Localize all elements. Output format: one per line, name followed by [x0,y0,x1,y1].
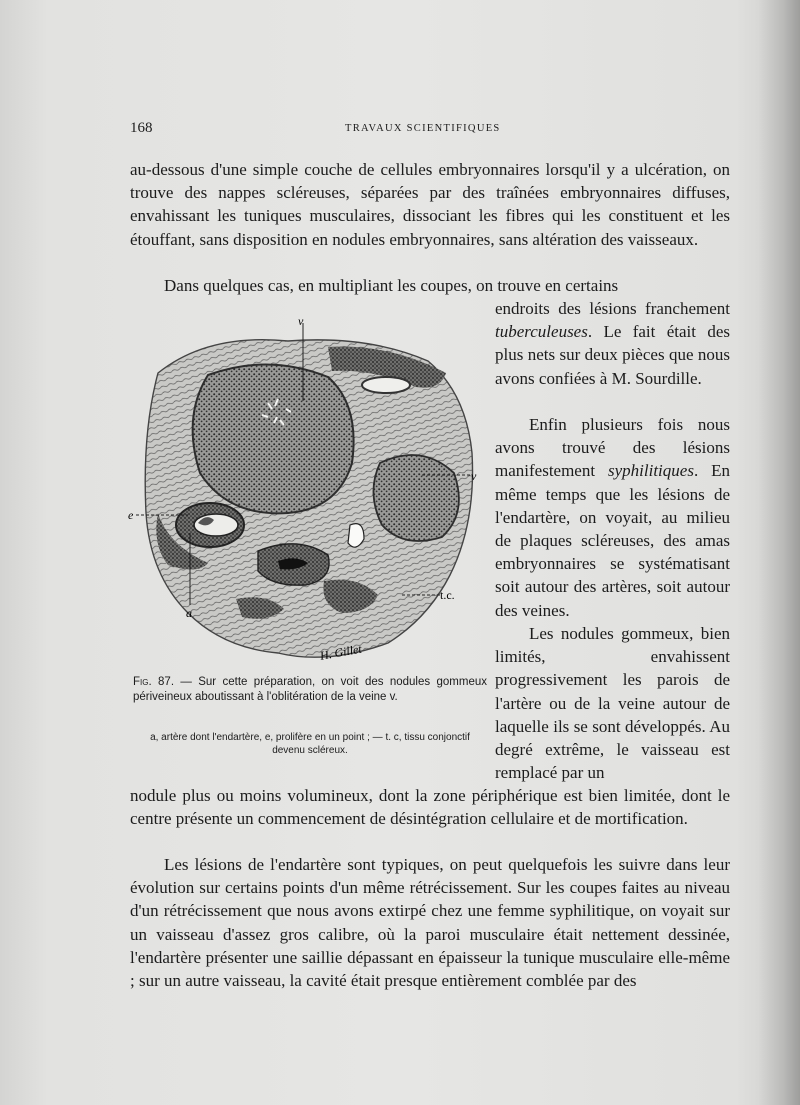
page-gutter-shadow [758,0,800,1105]
paragraph-2-full-line: Dans quelques cas, en multipliant les coupes, on trouve en certains [164,276,619,295]
paragraph-1: au-dessous d'une simple couche de cellules embryonnaires lorsqu'il y a ulcération, on trouve des nappes scléreuses, séparées par des traînées embryonnaires diffuses, envahissant les tuniques musculaires, dissociant les fibres qui les constituent et les étouffant, sans disposition en nodules embryonnaires, sans altération des vaisseaux. [130,160,730,249]
paragraph-5: Les lésions de l'endartère sont typiques, on peut quelquefois les suivre dans leur évolution sur certains points d'un même rétrécissement. Sur les coupes faites au niveau d'un rétrécissement que nous avons extirpé chez une femme syphilitique, on voyait sur un vaisseau d'assez gros calibre, où la paroi musculaire était nettement dessinée, l'endartère présenter une saillie dépassant en épaisseur la tunique musculaire elle-même ; sur un autre vaisseau, la cavité était presque entièrement comblée par des [130,855,730,991]
page-number: 168 [130,120,153,136]
paragraph-2-text-b: . Le fait était des plus nets sur deux pièces que nous avons confiées à M. Sourdille. [495,322,730,388]
figure-caption-text: — Sur cette préparation, on voit des nodules gommeux périveineux aboutissant à l'oblitération de la veine v. [133,676,487,703]
label-tc: t.c. [440,588,455,602]
figure-number: Fig. 87. [133,676,175,688]
figure-legend: a, artère dont l'endartère, e, prolifère en un point ; — t. c, tissu conjonctif devenu scléreux. [150,732,470,756]
histology-engraving [128,313,488,673]
syphilitiques-term: syphilitiques [608,461,694,481]
paragraph-2-text-a: endroits des lésions franchement [495,299,730,318]
figure-histology-section [128,313,488,673]
engraver-signature: H. Gillet [318,641,363,663]
paragraph-4-full: nodule plus ou moins volumineux, dont la zone périphérique est bien limitée, dont le centre présente un commencement de désintégration cellulaire et de mortification. [130,786,730,829]
paragraph-3-text-b: . En même temps que les lésions de l'endartère, on voyait, au milieu de plaques scléreuses, des amas embryonnaires se systématisant soit autour des artères, soit autour des veines. [495,461,731,620]
running-title: TRAVAUX SCIENTIFIQUES [345,123,501,134]
running-header [130,120,730,140]
paragraph-3 [495,413,730,622]
figure-caption [133,675,487,705]
label-v-top: v [298,314,304,328]
paragraph-4-side: Les nodules gommeux, bien limités, envahissent progressivement les parois de l'artère ou de la veine autour de laquelle ils se sont développés. Au degré extrême, le vaisseau est remplacé par un [495,624,730,783]
paragraph-2-side [495,297,730,390]
label-v-right: v [471,469,477,483]
label-a-bottom: a [186,606,192,620]
tuberculeuses-term: tuberculeuses [495,322,588,342]
label-e-left: e [128,508,134,522]
paragraph-3-text-a: Enfin plusieurs fois nous avons trouvé des lésions manifestement [495,415,730,481]
